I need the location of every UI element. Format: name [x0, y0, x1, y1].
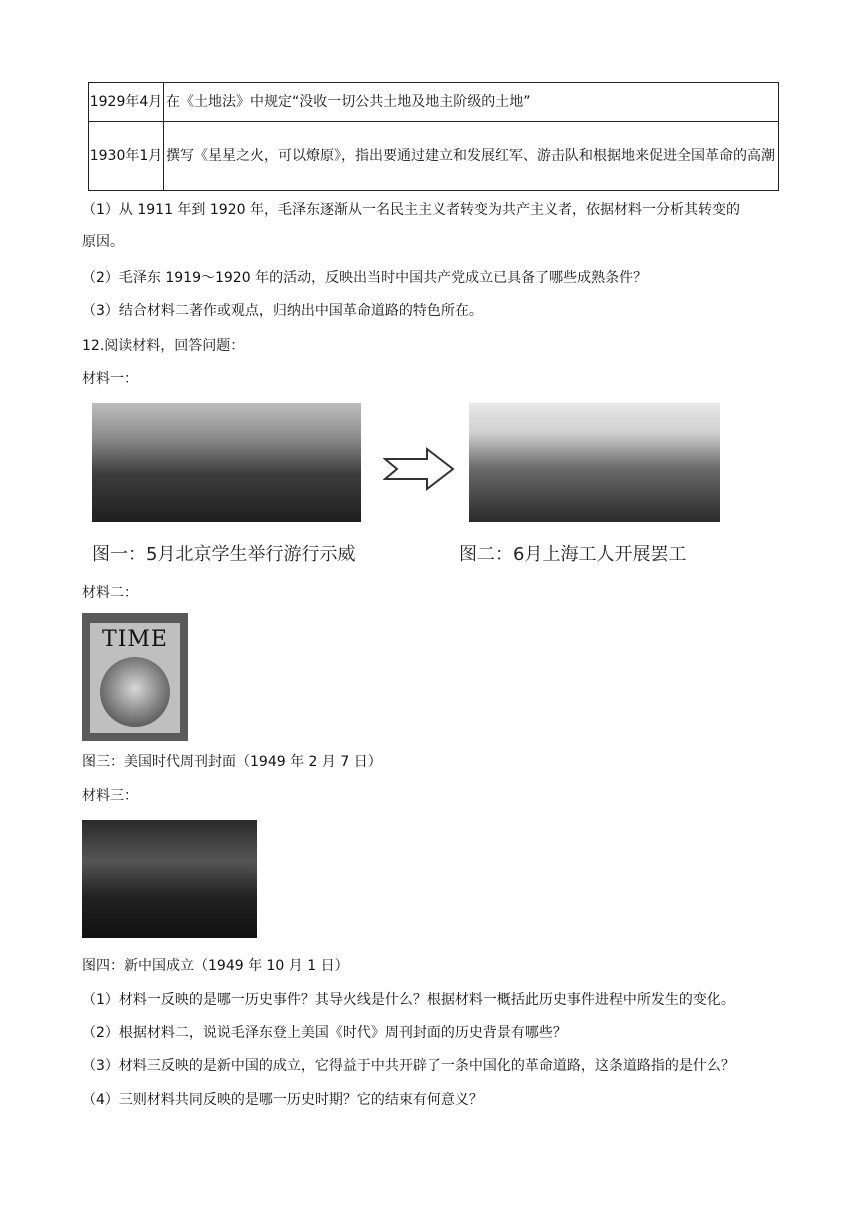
photo-new-china-founding [82, 820, 257, 938]
question-12-4: （4）三则材料共同反映的是哪一历史时期？它的结束有何意义？ [82, 1092, 483, 1108]
question-12-title: 12.阅读材料，回答问题： [82, 338, 245, 354]
table-row [89, 122, 779, 191]
question-12-2: （2）根据材料二，说说毛泽东登上美国《时代》周刊封面的历史背景有哪些？ [82, 1025, 567, 1041]
figure-4-caption: 图四：新中国成立（1949 年 10 月 1 日） [82, 958, 349, 974]
figure-2-caption: 图二：6月上海工人开展罢工 [459, 544, 687, 565]
table-text-cell: 撰写《星星之火，可以燎原》，指出要通过建立和发展红军、游击队和根据地来促进全国革命的高潮 [164, 122, 779, 191]
timeline-table [88, 82, 779, 191]
photo-beijing-students [92, 403, 361, 522]
figure-1-caption: 图一：5月北京学生举行游行示威 [92, 544, 356, 565]
question-12-3: （3）材料三反映的是新中国的成立，它得益于中共开辟了一条中国化的革命道路，这条道路指的是什么？ [82, 1058, 735, 1074]
question-11-3: （3）结合材料二著作或观点，归纳出中国革命道路的特色所在。 [82, 303, 483, 319]
material-3-label: 材料三： [82, 788, 138, 804]
question-12-1: （1）材料一反映的是哪一历史事件？其导火线是什么？根据材料一概括此历史事件进程中所发生的变化。 [82, 992, 735, 1008]
question-11-1: （1）从 1911 年到 1920 年，毛泽东逐渐从一名民主主义者转变为共产主义者，依据材料一分析其转变的 [82, 202, 740, 218]
question-11-2: （2）毛泽东 1919～1920 年的活动，反映出当时中国共产党成立已具备了哪些成熟条件？ [82, 270, 648, 286]
table-text-cell: 在《土地法》中规定“没收一切公共土地及地主阶级的土地” [164, 83, 779, 122]
figure-3-caption: 图三：美国时代周刊封面（1949 年 2 月 7 日） [82, 754, 382, 770]
material-1-label: 材料一： [82, 371, 138, 387]
photo-shanghai-workers [469, 403, 720, 522]
table-date-cell: 1930年1月 [89, 122, 164, 191]
material-2-label: 材料二： [82, 585, 138, 601]
time-logo: TIME [102, 627, 168, 652]
table-row [89, 83, 779, 122]
arrow-right-icon [383, 447, 455, 491]
table-date-cell: 1929年4月 [89, 83, 164, 122]
time-magazine-cover [82, 613, 188, 741]
question-11-1-cont: 原因。 [82, 234, 124, 250]
portrait-image [100, 657, 170, 727]
